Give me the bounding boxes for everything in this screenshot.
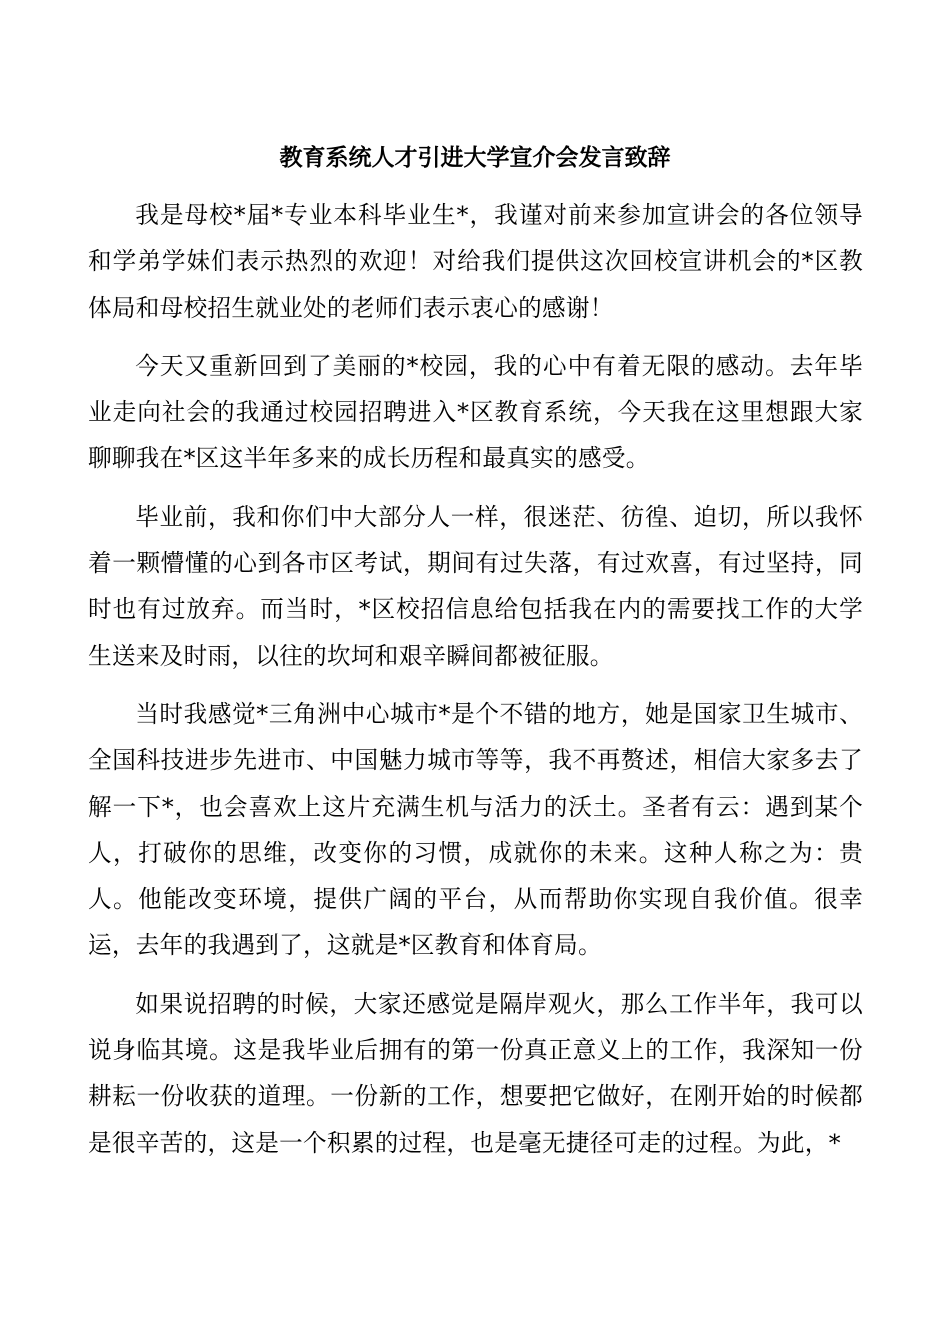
paragraph-1: 我是母校*届*专业本科毕业生*，我谨对前来参加宣讲会的各位领导和学弟学妹们表示热烈的欢迎！对给我们提供这次回校宣讲机会的*区教体局和母校招生就业处的老师们表示衷心的感谢！ bbox=[88, 201, 863, 322]
paragraph-3: 毕业前，我和你们中大部分人一样，很迷茫、彷徨、迫切，所以我怀着一颗懵懂的心到各市区考试，期间有过失落，有过欢喜，有过坚持，同时也有过放弃。而当时，*区校招信息给包括我在内的需要找工作的大学生送来及时雨，以往的坎坷和艰辛瞬间都被征服。 bbox=[88, 502, 863, 670]
paragraph-2: 今天又重新回到了美丽的*校园，我的心中有着无限的感动。去年毕业走向社会的我通过校园招聘进入*区教育系统，今天我在这里想跟大家聊聊我在*区这半年多来的成长历程和最真实的感受。 bbox=[88, 351, 863, 473]
paragraph-4: 当时我感觉*三角洲中心城市*是个不错的地方，她是国家卫生城市、全国科技进步先进市、中国魅力城市等等，我不再赘述，相信大家多去了解一下*，也会喜欢上这片充满生机与活力的沃土。圣者有云：遇到某个人，打破你的思维，改变你的习惯，成就你的未来。这种人称之为：贵人。他能改变环境，提供广阔的平台，从而帮助你实现自我价值。很幸运，去年的我遇到了，这就是*区教育和体育局。 bbox=[88, 699, 863, 960]
paragraph-5: 如果说招聘的时候，大家还感觉是隔岸观火，那么工作半年，我可以说身临其境。这是我毕业后拥有的第一份真正意义上的工作，我深知一份耕耘一份收获的道理。一份新的工作，想要把它做好，在刚开始的时候都是很辛苦的，这是一个积累的过程，也是毫无捷径可走的过程。为此，* bbox=[88, 989, 863, 1157]
document-body bbox=[88, 192, 863, 1178]
document-title: 教育系统人才引进大学宣介会发言致辞 bbox=[279, 144, 671, 171]
